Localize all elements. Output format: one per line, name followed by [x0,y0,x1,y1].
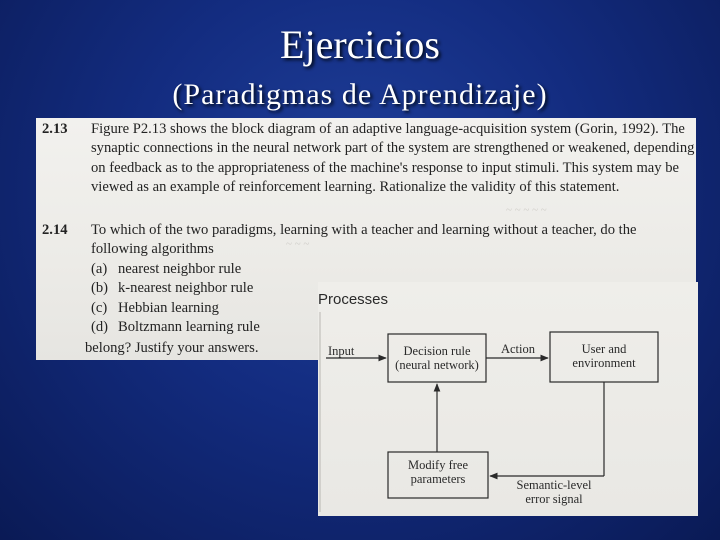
slide-subtitle: (Paradigmas de Aprendizaje) [172,78,548,111]
modify-label: Modify free parameters [407,458,469,486]
exercise-number: 2.14 [42,222,68,238]
action-label: Action [500,342,536,356]
decision-label: Decision rule (neural network) [395,344,479,372]
feedback-label: Semantic-level error signal [516,478,592,506]
option-b: (b) k-nearest neighbor rule [91,280,254,297]
exercise-closing: belong? Justify your answers. [85,340,259,356]
option-d: (d) Boltzmann learning rule [91,319,260,336]
block-diagram-figure [318,282,698,516]
exercise-text: Figure P2.13 shows the block diagram of an adaptive language-acquisition system (Gorin, 1992). The synaptic connections in the neural network part of the system are strengthened or weakened, depending on feedback as to the appropriateness of the machine's response to input stimuli. This system may be viewed as an example of reinforcement learning. Rationalize the validity of this statement. [91,121,695,196]
exercise-number: 2.13 [42,121,68,137]
bleed-through-mark: ~ ~ ~ [286,238,310,250]
slide-title: Ejercicios [280,22,440,67]
environment-label: User and environment [572,342,636,370]
option-c: (c) Hebbian learning [91,299,219,316]
bleed-through-mark: ~ ~ ~ ~ ~ [506,204,547,216]
input-label: Input [328,344,355,358]
exercise-intro: To which of the two paradigms, learning with a teacher and learning without a teacher, do the following algorithms [91,222,637,258]
option-a: (a) nearest neighbor rule [91,260,242,277]
diagram-title: Processes [318,291,389,308]
